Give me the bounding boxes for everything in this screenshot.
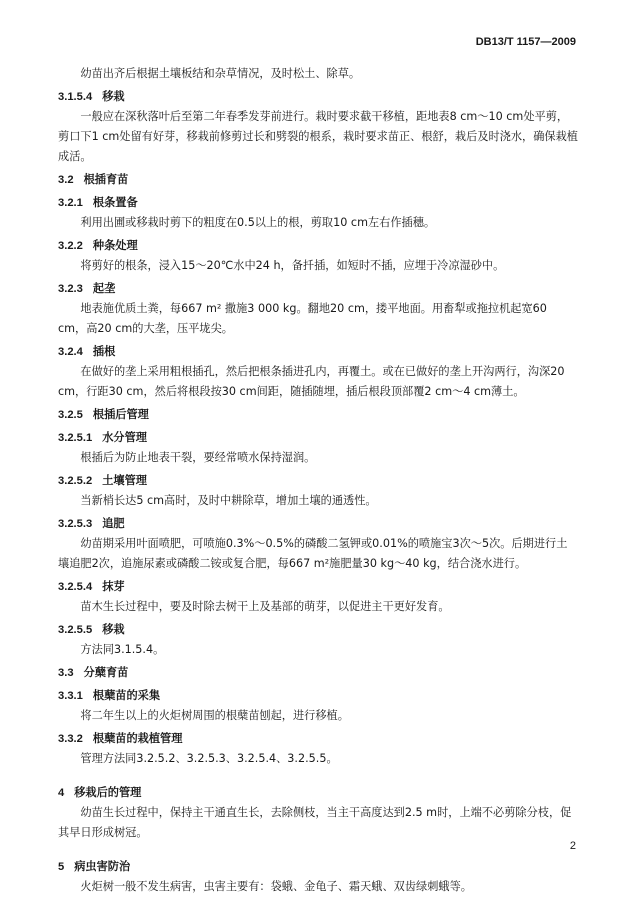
section-heading [58,279,578,299]
section-title: 病虫害防治 [74,860,131,873]
paragraph: 将二年生以上的火炬树周围的根蘖苗刨起，进行移植。 [80,709,349,722]
paragraph: 在做好的垄上采用粗根插孔，然后把根条插进孔内，再覆土。或在已做好的垄上开沟两行，沟深20 cm，行距30 cm，然后将根段按30 cm间距，随插随埋，插后根段顶部覆2 cm～4 cm薄土。 [58,365,565,398]
section-number: 3.1.5.4 [58,91,93,103]
section-number: 4 [58,787,65,799]
paragraph: 苗木生长过程中，要及时除去树干上及基部的萌芽，以促进主干更好发育。 [80,600,450,613]
section-number: 3.2.1 [58,197,83,209]
section-heading [58,193,578,213]
document-number: DB13/T 1157—2009 [475,36,576,48]
section-title: 起垄 [92,282,116,295]
paragraph: 火炬树一般不发生病害，虫害主要有：袋蛾、金龟子、霜天蛾、双齿绿刺蛾等。 [80,880,472,893]
section-title: 水分管理 [102,431,147,444]
section-number: 3.3 [58,667,74,679]
section-heading [58,783,578,803]
section-title: 移栽后的管理 [74,786,142,799]
section-heading [58,405,578,425]
section-title: 移栽 [102,623,125,636]
section-heading [58,729,578,749]
section-title: 抹芽 [102,580,125,593]
section-heading [58,87,578,107]
paragraph: 将剪好的根条，浸入15～20℃水中24 h，备扦插，如短时不插，应埋于冷凉湿砂中。 [80,259,505,272]
section-heading [58,686,578,706]
section-title: 根插后管理 [92,408,149,421]
section-number: 3.3.1 [58,690,83,702]
document-body [58,64,578,897]
section-number: 3.2.5.5 [58,624,93,636]
section-title: 分蘖育苗 [83,666,129,679]
section-number: 3.2.5.2 [58,475,93,487]
section-heading [58,170,578,190]
paragraph: 方法同3.1.5.4。 [80,643,165,656]
paragraph: 利用出圃或移栽时剪下的粗度在0.5以上的根，剪取10 cm左右作插穗。 [80,216,436,229]
paragraph: 根插后为防止地表干裂，要经常喷水保持湿润。 [80,451,316,464]
paragraph: 当新梢长达5 cm高时，及时中耕除草，增加土壤的通透性。 [80,494,377,507]
section-title: 根蘖苗的采集 [92,689,161,702]
section-heading [58,342,578,362]
section-title: 根条置备 [92,196,138,209]
section-title: 移栽 [102,90,125,103]
section-heading [58,514,578,534]
paragraph: 幼苗期采用叶面喷肥，可喷施0.3%～0.5%的磷酸二氢钾或0.01%的喷施宝3次～5次。后期进行土壤追肥2次，追施尿素或磷酸二铵或复合肥，每667 m²施肥量30 kg～40 kg，结合浇水进行。 [58,537,568,570]
section-number: 3.2.3 [58,283,83,295]
section-heading [58,663,578,683]
section-title: 插根 [92,345,116,358]
section-number: 3.2.5 [58,409,83,421]
section-number: 3.2.5.3 [58,518,93,530]
section-heading [58,428,578,448]
section-title: 土壤管理 [102,474,147,487]
paragraph: 一般应在深秋落叶后至第二年春季发芽前进行。栽时要求截干移植，距地表8 cm～10 cm处平剪，剪口下1 cm处留有好芽，移栽前修剪过长和劈裂的根系，栽时要求苗正、根舒，栽后及时浇水，确保栽植成活。 [58,110,578,163]
section-heading [58,857,578,877]
paragraph: 幼苗生长过程中，保持主干通直生长，去除侧枝，当主干高度达到2.5 m时，上端不必剪除分枝，促其早日形成树冠。 [58,806,572,839]
paragraph: 地表施优质土粪，每667 m² 撒施3 000 kg。翻地20 cm，搂平地面。用畜犁或拖拉机起宽60 cm，高20 cm的大垄，压平垅尖。 [58,302,547,335]
section-number: 3.2.5.4 [58,581,93,593]
paragraph: 管理方法同3.2.5.2、3.2.5.3、3.2.5.4、3.2.5.5。 [80,752,338,765]
section-number: 3.2.2 [58,240,83,252]
paragraph: 幼苗出齐后根据土壤板结和杂草情况，及时松土、除草。 [80,67,361,80]
section-title: 追肥 [102,517,125,530]
section-number: 3.3.2 [58,733,83,745]
section-title: 根蘖苗的栽植管理 [92,732,183,745]
page-number: 2 [569,840,576,852]
section-heading [58,236,578,256]
section-heading [58,620,578,640]
section-heading [58,471,578,491]
section-title: 根插育苗 [83,173,129,186]
section-number: 3.2 [58,174,74,186]
section-heading [58,577,578,597]
section-number: 3.2.4 [58,346,83,358]
section-title: 种条处理 [92,239,138,252]
section-number: 5 [58,861,65,873]
section-number: 3.2.5.1 [58,432,93,444]
